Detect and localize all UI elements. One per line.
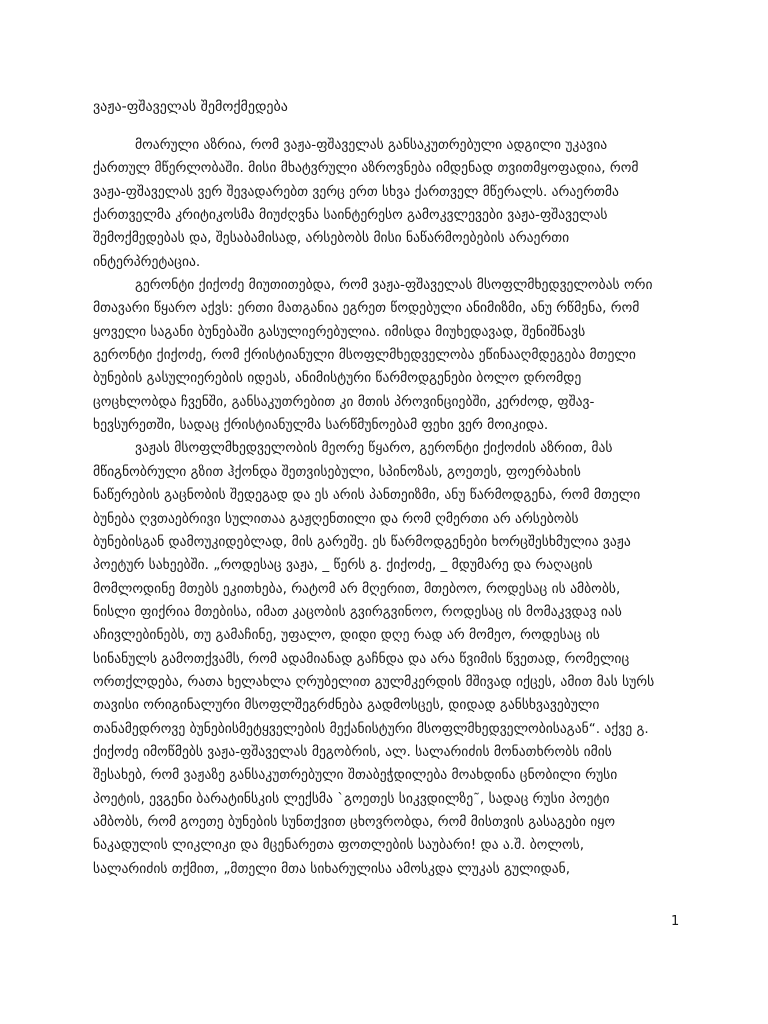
text-line: თანამედროვე ბუნებისმეტყველების მექანისტური მსოფლმხედველობისაგან“. აქვე გ. <box>93 720 649 737</box>
text-line: პოეტის, ევგენი ბარატინსკის ლექსმა `გოეთეს სიკვდილზე˜, სადაც რუსი პოეტი <box>93 790 610 807</box>
text-line: თავისი ორიგინალური მსოფლშეგრძნება გადმოსცეს, დიდად განსხვავებული <box>93 697 600 714</box>
text-line: ბუნება ღვთაებრივი სულითაა გაჟღენთილი და რომ ღმერთი არ არსებობს <box>93 510 579 527</box>
text-line: მომლოდინე მთებს ეკითხება, რატომ არ მღერით, მთებოო, როდესაც ის ამბობს, <box>93 580 621 597</box>
text-line: ქართულ მწერლობაში. მისი მხატვრული აზროვნება იმდენად თვითმყოფადია, რომ <box>93 160 639 177</box>
text-line: ნისლი ფიქრია მთებისა, იმათ კაცობის გვირგვინოო, როდესაც ის მომაკვდავ იას <box>93 603 622 620</box>
text-line: აჩივლებინებს, თუ გამაჩინე, უფალო, დიდი დღე რად არ მომეო, როდესაც ის <box>93 627 600 644</box>
text-line: ხევსურეთში, სადაც ქრისტიანულმა სარწმუნოებამ ფეხი ვერ მოიკიდა. <box>93 417 549 434</box>
text-line: ნაკადულის ლიკლიკი და მცენარეთა ფოთლების საუბარი! და ა.შ. ბოლოს, <box>93 837 585 854</box>
text-line: მოარული აზრია, რომ ვაჟა-ფშაველას განსაკუთრებული ადგილი უკავია <box>135 137 608 153</box>
text-line: შემოქმედებას და, შესაბამისად, არსებობს მისი ნაწარმოებების არაერთი <box>93 230 570 247</box>
text-line: სალარიძის თქმით, „მთელი მთა სიხარულისა ამოსკდა ლუკას გულიდან, <box>93 860 571 877</box>
text-line: ამბობს, რომ გოეთე ბუნების სუნთქვით ცხოვრობდა, რომ მისთვის გასაგები იყო <box>93 813 616 830</box>
text-line: მთავარი წყარო აქვს: ერთი მათგანია ეგრეთ წოდებული ანიმიზმი, ანუ რწმენა, რომ <box>93 300 640 317</box>
text-line: ვაჟა-ფშაველას ვერ შევადარებთ ვერც ერთ სხვა ქართველ მწერალს. არაერთმა <box>93 183 619 200</box>
text-line: ყოველი საგანი ბუნებაში გასულიერებულია. იმისდა მიუხედავად, შენიშნავს <box>93 323 586 340</box>
text-line: ცოცხლობდა ჩვენში, განსაკუთრებით კი მთის პროვინციებში, კერძოდ, ფშავ- <box>93 393 595 410</box>
text-line: პოეტურ სახეებში. „როდესაც ვაჟა, _ წერს გ. ქიქოძე, _ მდუმარე და რაღაცის <box>93 557 593 574</box>
text-line: ინტერპრეტაცია. <box>93 253 201 270</box>
text-line: ბუნების გასულიერების იდეას, ანიმისტური წარმოდგენები ბოლო დრომდე <box>93 370 582 387</box>
text-line: ნაწერების გაცნობის შედეგად და ეს არის პანთეიზმი, ანუ წარმოდგენა, რომ მთელი <box>93 487 641 504</box>
text-line: გერონტი ქიქოძე მიუთითებდა, რომ ვაჟა-ფშაველას მსოფლმხედველობას ორი <box>135 277 653 294</box>
page-number: 1 <box>671 914 680 929</box>
text-line: შესახებ, რომ ვაჟაზე განსაკუთრებული შთაბეჭდილება მოახდინა ცნობილი რუსი <box>93 767 618 784</box>
text-line: გერონტი ქიქოძე, რომ ქრისტიანული მსოფლმხედველობა ეწინააღმდეგება მთელი <box>93 347 636 364</box>
document-body <box>93 134 683 881</box>
text-line: ბუნებისგან დამოუკიდებლად, მის გარეშე. ეს წარმოდგენები ხორცშესხმულია ვაჟა <box>93 533 631 550</box>
text-line: ქართველმა კრიტიკოსმა მიუძღვნა საინტერესო გამოკვლევები ვაჟა-ფშაველას <box>93 207 608 224</box>
document-title: ვაჟა-ფშაველას შემოქმედება <box>93 99 288 115</box>
text-line: მწიგნობრული გზით ჰქონდა შეთვისებული, სპინოზას, გოეთეს, ფოერბახის <box>93 463 581 480</box>
text-line: ქიქოძე იმოწმებს ვაჟა-ფშაველას მეგობრის, ალ. სალარიძის მონათხრობს იმის <box>93 743 612 760</box>
text-line: ვაჟას მსოფლმხედველობის მეორე წყარო, გერონტი ქიქოძის აზრით, მას <box>135 440 613 457</box>
text-line: ორთქლდება, რათა ხელახლა ღრუბელით გულმკერდის მშივად იქცეს, ამით მას სურს <box>93 673 655 690</box>
text-line: სინანულს გამოთქვამს, რომ ადამიანად გაჩნდა და არა წვიმის წვეთად, რომელიც <box>93 650 630 667</box>
